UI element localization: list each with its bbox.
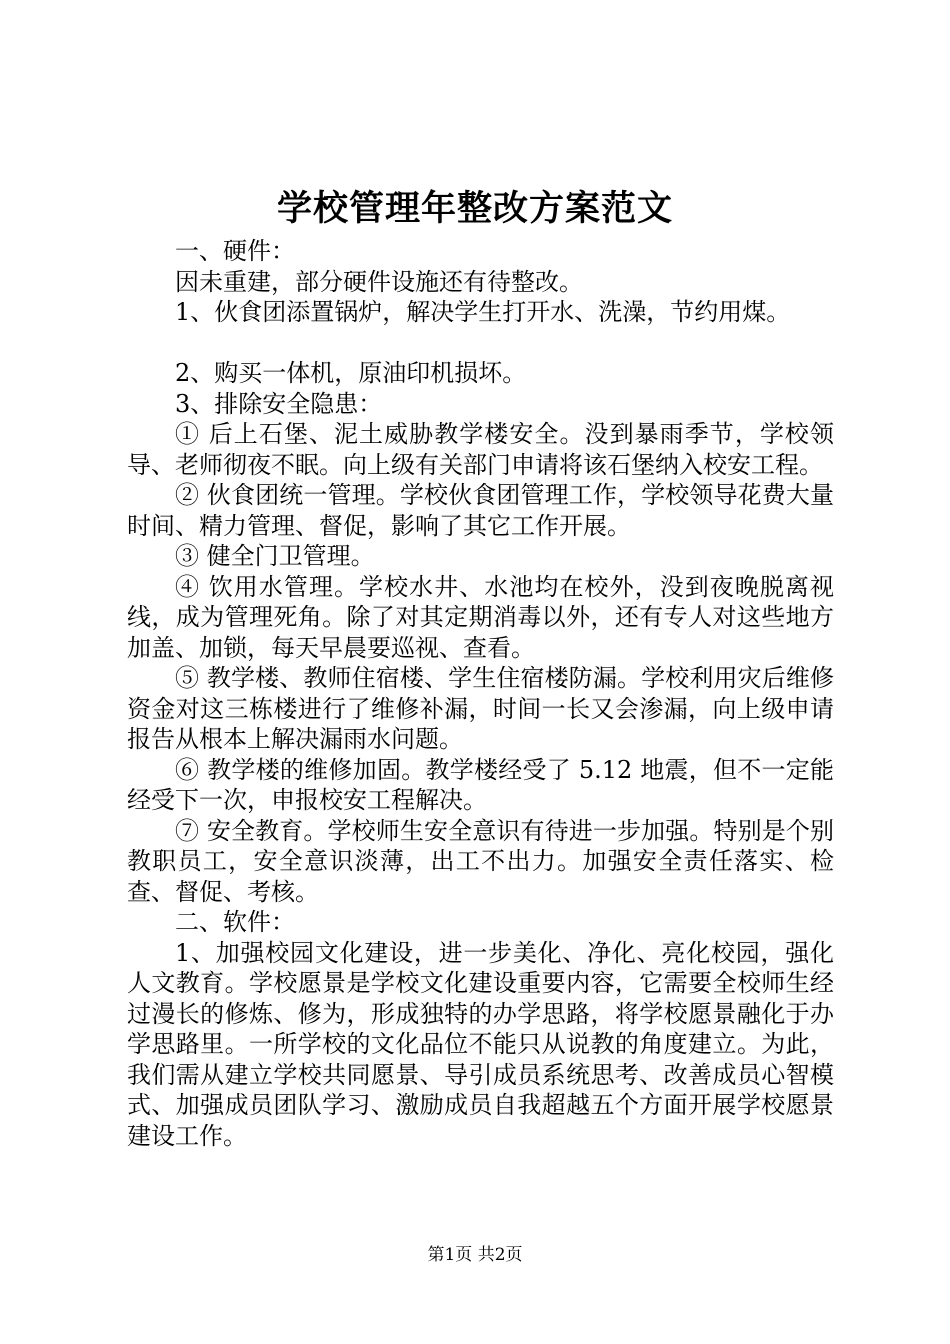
- page-total: 共2页: [477, 1245, 523, 1265]
- paragraph: 1、伙食团添置锅炉，解决学生打开水、洗澡，节约用煤。: [175, 298, 791, 326]
- list-item: ⑦ 安全教育。学校师生安全意识有待进一步加强。特别是个别教职员工，安全意识淡薄，出工不出力。加强安全责任落实、检查、督促、考核。: [127, 816, 834, 906]
- paragraph: 1、加强校园文化建设，进一步美化、净化、亮化校园，强化人文教育。学校愿景是学校文化建设重要内容，它需要全校师生经过漫长的修炼、修为，形成独特的办学思路，将学校愿景融化于办学思路里。一所学校的文化品位不能只从说教的角度建立。为此，我们需从建立学校共同愿景、导引成员系统思考、改善成员心智模式、加强成员团队学习、激励成员自我超越五个方面开展学校愿景建设工作。: [127, 938, 834, 1150]
- document-title: 学校管理年整改方案范文: [276, 188, 673, 229]
- page-number: 第1页: [427, 1245, 473, 1265]
- list-item: ⑤ 教学楼、教师住宿楼、学生住宿楼防漏。学校利用灾后维修资金对这三栋楼进行了维修补漏，时间一长又会渗漏，向上级申请报告从根本上解决漏雨水问题。: [127, 664, 834, 753]
- list-item: ① 后上石堡、泥土威胁教学楼安全。没到暴雨季节，学校领导、老师彻夜不眠。向上级有关部门申请将该石堡纳入校安工程。: [127, 420, 834, 479]
- document-body: [127, 236, 834, 1151]
- list-item: ② 伙食团统一管理。学校伙食团管理工作，学校领导花费大量时间、精力管理、督促，影响了其它工作开展。: [127, 481, 834, 540]
- list-item: ③ 健全门卫管理。: [175, 542, 375, 570]
- paragraph: 2、购买一体机，原油印机损坏。: [175, 359, 527, 387]
- paragraph: 3、排除安全隐患：: [175, 389, 383, 418]
- section-heading-software: 二、软件：: [175, 908, 295, 936]
- paragraph: 因未重建，部分硬件设施还有待整改。: [175, 267, 583, 296]
- page-footer: [0, 1243, 950, 1267]
- list-item: ④ 饮用水管理。学校水井、水池均在校外，没到夜晚脱离视线，成为管理死角。除了对其定期消毒以外，还有专人对这些地方加盖、加锁，每天早晨要巡视、查看。: [127, 572, 834, 662]
- list-item: ⑥ 教学楼的维修加固。教学楼经受了 5.12 地震，但不一定能经受下一次，申报校安工程解决。: [127, 755, 834, 814]
- section-heading-hardware: 一、硬件：: [175, 237, 295, 265]
